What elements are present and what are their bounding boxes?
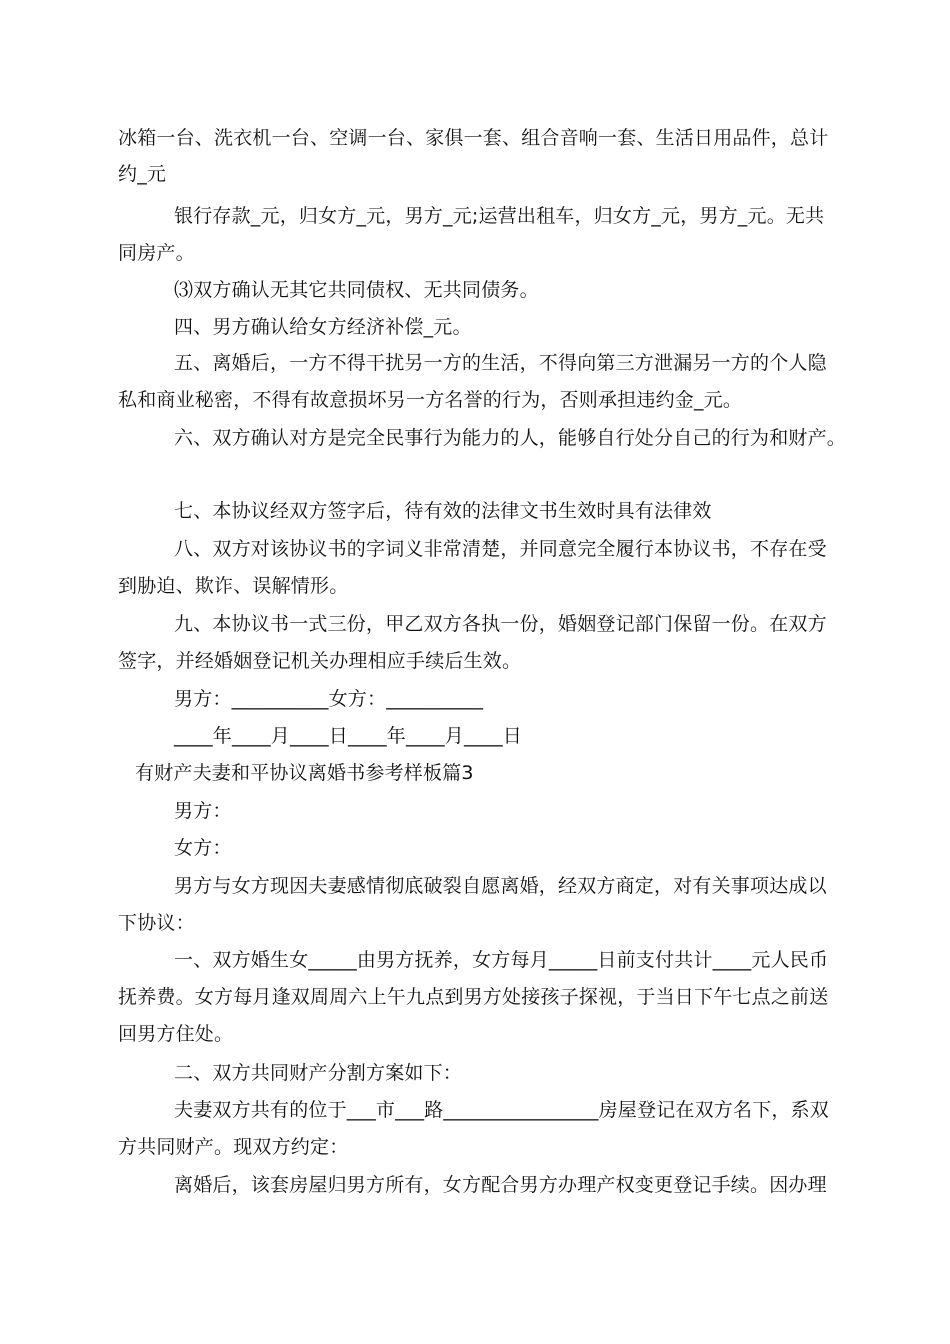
text-line: 八、双方对该协议书的字词义非常清楚，并同意完全履行本协议书，不存在受 (174, 538, 827, 560)
text-line: 二、双方共同财产分割方案如下： (174, 1062, 463, 1084)
text-line: 男方与女方现因夫妻感情彻底破裂自愿离婚，经双方商定，对有关事项达成以 (174, 875, 827, 897)
text-line: 夫妻双方共有的位于___市___路________________房屋登记在双方名下，系双 (174, 1099, 830, 1121)
text-line: ⑶双方确认无其它共同债权、无共同债务。 (174, 279, 539, 301)
text-line: 七、本协议经双方签字后，待有效的法律文书生效时具有法律效 (174, 500, 712, 522)
text-line: 签字，并经婚姻登记机关办理相应手续后生效。 (118, 650, 522, 672)
text-line: 私和商业秘密，不得有故意损坏另一方名誉的行为，否则承担违约金_元。 (118, 389, 743, 411)
text-line: 离婚后，该套房屋归男方所有，女方配合男方办理产权变更登记手续。因办理 (174, 1174, 827, 1196)
signature-line: 男方：__________女方：__________ (174, 688, 484, 710)
text-line: 约_元 (118, 163, 167, 185)
text-line: 下协议： (118, 912, 195, 934)
section-title: 有财产夫妻和平协议离婚书参考样板篇3 (135, 762, 474, 784)
text-line: 方共同财产。现双方约定： (118, 1136, 349, 1158)
date-line: ____年____月____日____年____月____日 (174, 725, 523, 747)
text-line: 冰箱一台、洗衣机一台、空调一台、家俱一套、组合音响一套、生活日用品件，总计 (118, 127, 829, 149)
text-line: 四、男方确认给女方经济补偿_元。 (174, 316, 472, 338)
text-line: 到胁迫、欺诈、误解情形。 (118, 575, 349, 597)
text-line: 抚养费。女方每月逢双周周六上午九点到男方处接孩子探视，于当日下午七点之前送 (118, 986, 829, 1008)
text-line: 回男方住处。 (118, 1023, 234, 1045)
text-line: 五、离婚后，一方不得干扰另一方的生活，不得向第三方泄漏另一方的个人隐 (174, 352, 827, 374)
text-line: 女方： (174, 837, 232, 859)
text-line: 一、双方婚生女_____由男方抚养，女方每月_____日前支付共计____元人民币 (174, 949, 829, 971)
text-line: 银行存款_元，归女方_元，男方_元;运营出租车，归女方_元，男方_元。无共 (174, 205, 825, 227)
text-line: 九、本协议书一式三份，甲乙双方各执一份，婚姻登记部门保留一份。在双方 (174, 613, 827, 635)
text-line: 男方： (174, 800, 232, 822)
text-line: 同房产。 (118, 242, 195, 264)
text-line: 六、双方确认对方是完全民事行为能力的人，能够自行处分自己的行为和财产。 (174, 427, 847, 449)
